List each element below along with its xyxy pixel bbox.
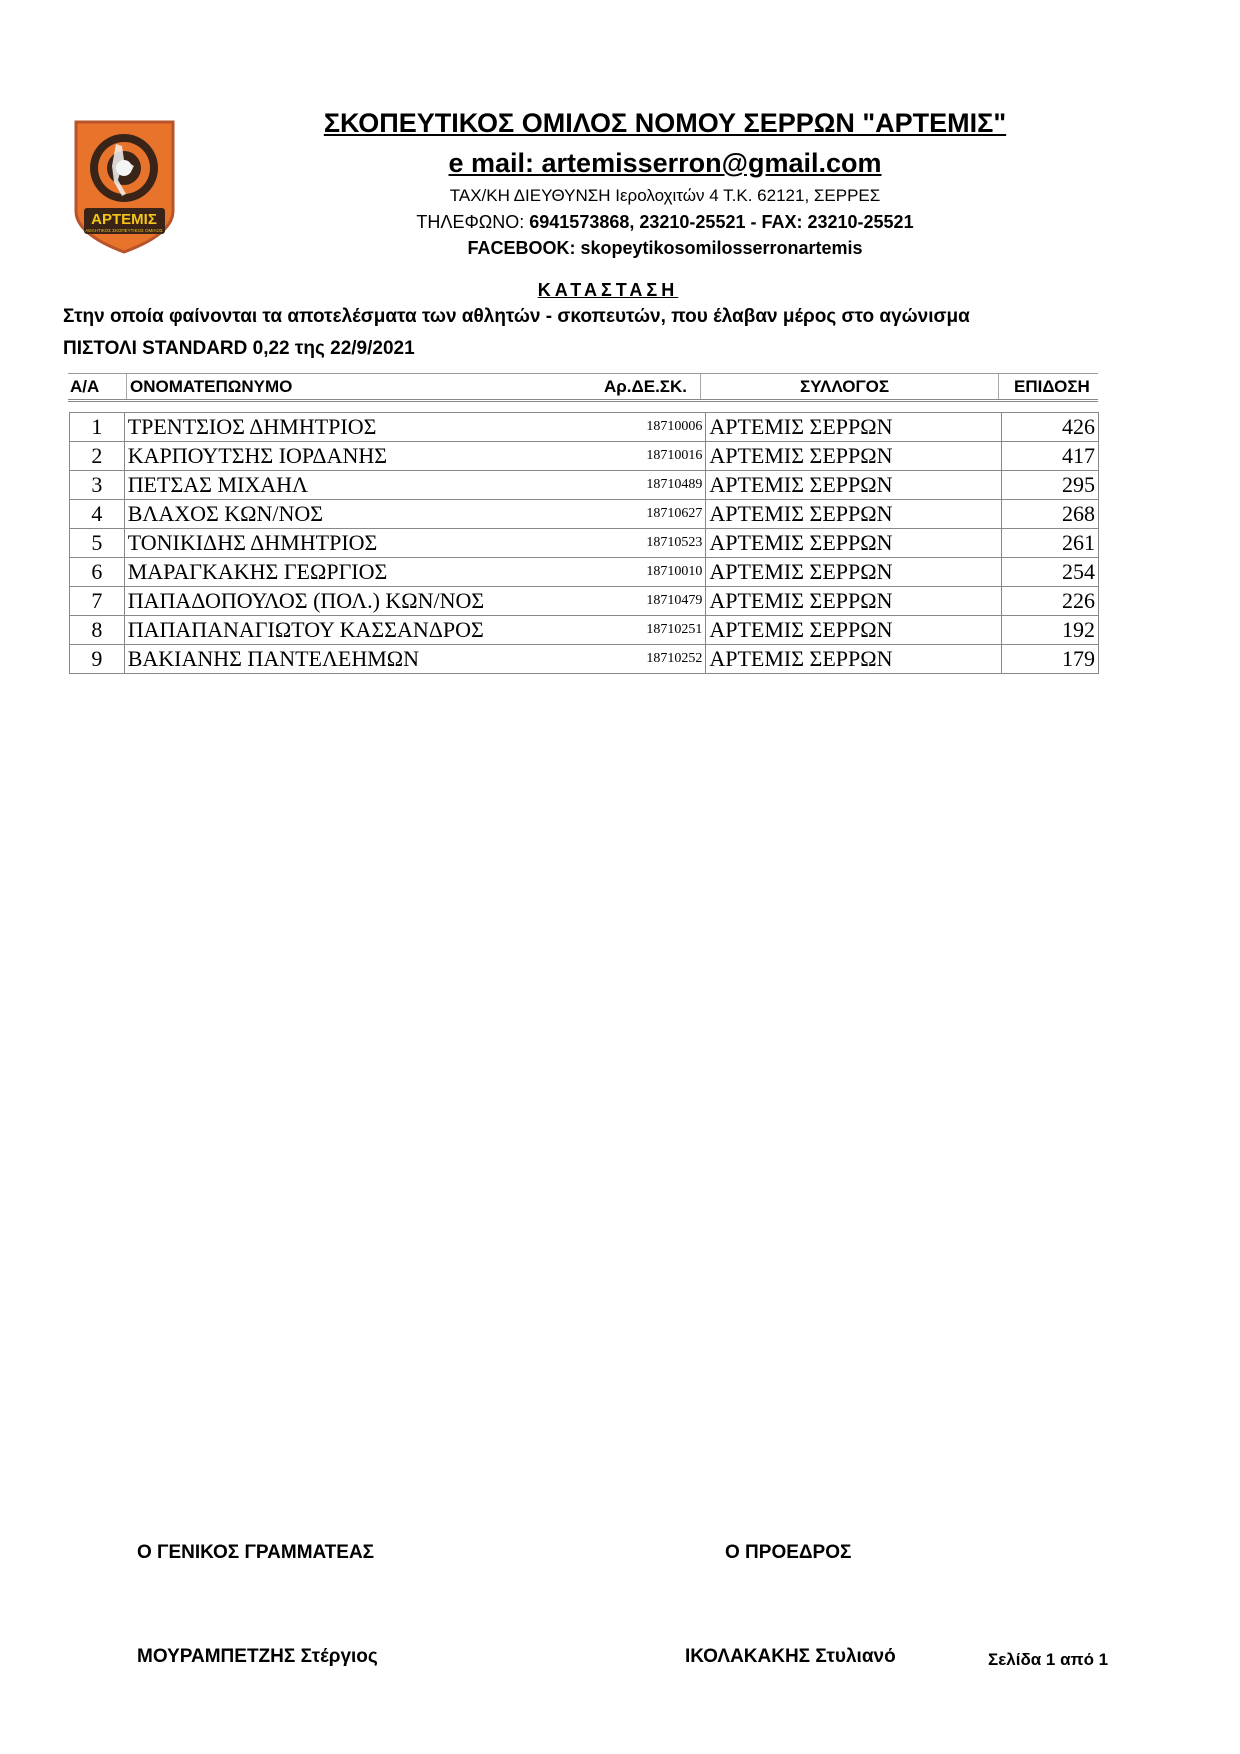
license-number: 18710010 [610,558,706,587]
score-value: 192 [1002,616,1099,645]
athlete-name: ΜΑΡΑΓΚΑΚΗΣ ΓΕΩΡΓΙΟΣ [124,558,609,587]
row-number: 2 [70,442,125,471]
table-row [70,645,1099,674]
table-row [70,442,1099,471]
athlete-name: ΤΡΕΝΤΣΙΟΣ ΔΗΜΗΤΡΙΟΣ [124,413,609,442]
license-number: 18710523 [610,529,706,558]
score-value: 179 [1002,645,1099,674]
row-number: 1 [70,413,125,442]
athlete-name: ΠΑΠΑΔΟΠΟΥΛΟΣ (ΠΟΛ.) ΚΩΝ/ΝΟΣ [124,587,609,616]
president-name: ΙΚΟΛΑΚΑΚΗΣ Στυλιανό [685,1646,896,1667]
athlete-name: ΠΕΤΣΑΣ ΜΙΧΑΗΛ [124,471,609,500]
row-number: 8 [70,616,125,645]
license-number: 18710251 [610,616,706,645]
table-row [70,616,1099,645]
report-heading: ΚΑΤΑΣΤΑΣΗ [537,280,679,300]
phone-numbers: 6941573868, 23210-25521 - FAX: 23210-25521 [524,212,914,232]
score-value: 254 [1002,558,1099,587]
table-row [70,413,1099,442]
license-number: 18710016 [610,442,706,471]
report-intro: Στην οποία φαίνονται τα αποτελέσματα των αθλητών - σκοπευτών, που έλαβαν μέρος στο αγώνισμα [63,306,970,327]
header-score: ΕΠΙΔΟΣΗ [1014,377,1090,396]
secretary-name: ΜΟΥΡΑΜΠΕΤΖΗΣ Στέργιος [137,1646,378,1667]
table-row [70,558,1099,587]
athlete-name: ΒΛΑΧΟΣ ΚΩΝ/ΝΟΣ [124,500,609,529]
event-title: ΠΙΣΤΟΛΙ STANDARD 0,22 της 22/9/2021 [63,338,415,359]
club-name: ΑΡΤΕΜΙΣ ΣΕΡΡΩΝ [706,442,1002,471]
club-title: ΣΚΟΠΕΥΤΙΚΟΣ ΟΜΙΛΟΣ ΝΟΜΟΥ ΣΕΡΡΩΝ "ΑΡΤΕΜΙΣ" [323,108,1007,138]
club-name: ΑΡΤΕΜΙΣ ΣΕΡΡΩΝ [706,558,1002,587]
club-name: ΑΡΤΕΜΙΣ ΣΕΡΡΩΝ [706,587,1002,616]
club-name: ΑΡΤΕΜΙΣ ΣΕΡΡΩΝ [706,529,1002,558]
header-club: ΣΥΛΛΟΓΟΣ [800,377,890,396]
license-number: 18710252 [610,645,706,674]
license-number: 18710006 [610,413,706,442]
club-name: ΑΡΤΕΜΙΣ ΣΕΡΡΩΝ [706,616,1002,645]
results-table [69,412,1099,674]
club-name: ΑΡΤΕΜΙΣ ΣΕΡΡΩΝ [706,500,1002,529]
logo-text: ΑΡΤΕΜΙΣ [91,211,157,228]
logo-subtext: ΑΘΛΗΤΙΚΟΣ ΣΚΟΠΕΥΤΙΚΟΣ ΟΜΙΛΟΣ [85,228,163,233]
secretary-title: Ο ΓΕΝΙΚΟΣ ΓΡΑΜΜΑΤΕΑΣ [137,1542,375,1563]
header-aa: Α/Α [70,377,100,396]
club-name: ΑΡΤΕΜΙΣ ΣΕΡΡΩΝ [706,471,1002,500]
club-phone [240,212,1090,233]
row-number: 6 [70,558,125,587]
club-address: ΤΑΧ/ΚΗ ΔΙΕΥΘΥΝΣΗ Ιερολοχιτών 4 Τ.Κ. 62121, ΣΕΡΡΕΣ [449,186,881,205]
table-header [68,373,1098,402]
header-divider [126,374,127,399]
row-number: 3 [70,471,125,500]
header-divider [998,374,999,399]
header-name: ΟΝΟΜΑΤΕΠΩΝΥΜΟ [130,377,293,396]
score-value: 417 [1002,442,1099,471]
athlete-name: ΤΟΝΙΚΙΔΗΣ ΔΗΜΗΤΡΙΟΣ [124,529,609,558]
row-number: 9 [70,645,125,674]
page-number: Σελίδα 1 από 1 [988,1650,1109,1669]
athlete-name: ΒΑΚΙΑΝΗΣ ΠΑΝΤΕΛΕΗΜΩΝ [124,645,609,674]
row-number: 4 [70,500,125,529]
header-divider [700,374,701,399]
club-name: ΑΡΤΕΜΙΣ ΣΕΡΡΩΝ [706,645,1002,674]
athlete-name: ΠΑΠΑΠΑΝΑΓΙΩΤΟΥ ΚΑΣΣΑΝΔΡΟΣ [124,616,609,645]
score-value: 295 [1002,471,1099,500]
row-number: 7 [70,587,125,616]
table-row [70,500,1099,529]
table-row [70,587,1099,616]
score-value: 226 [1002,587,1099,616]
license-number: 18710489 [610,471,706,500]
license-number: 18710479 [610,587,706,616]
score-value: 261 [1002,529,1099,558]
club-email: e mail: artemisserron@gmail.com [448,148,882,178]
president-title: Ο ΠΡΟΕΔΡΟΣ [725,1542,852,1563]
club-name: ΑΡΤΕΜΙΣ ΣΕΡΡΩΝ [706,413,1002,442]
phone-prefix: ΤΗΛΕΦΩΝΟ: [416,212,525,232]
license-number: 18710627 [610,500,706,529]
club-logo [72,116,177,256]
header-license: Αρ.ΔΕ.ΣΚ. [604,377,687,396]
row-number: 5 [70,529,125,558]
table-row [70,529,1099,558]
table-row [70,471,1099,500]
club-facebook: FACEBOOK: skopeytikosomilosserronartemis [467,238,863,258]
athlete-name: ΚΑΡΠΟΥΤΣΗΣ ΙΟΡΔΑΝΗΣ [124,442,609,471]
score-value: 268 [1002,500,1099,529]
score-value: 426 [1002,413,1099,442]
